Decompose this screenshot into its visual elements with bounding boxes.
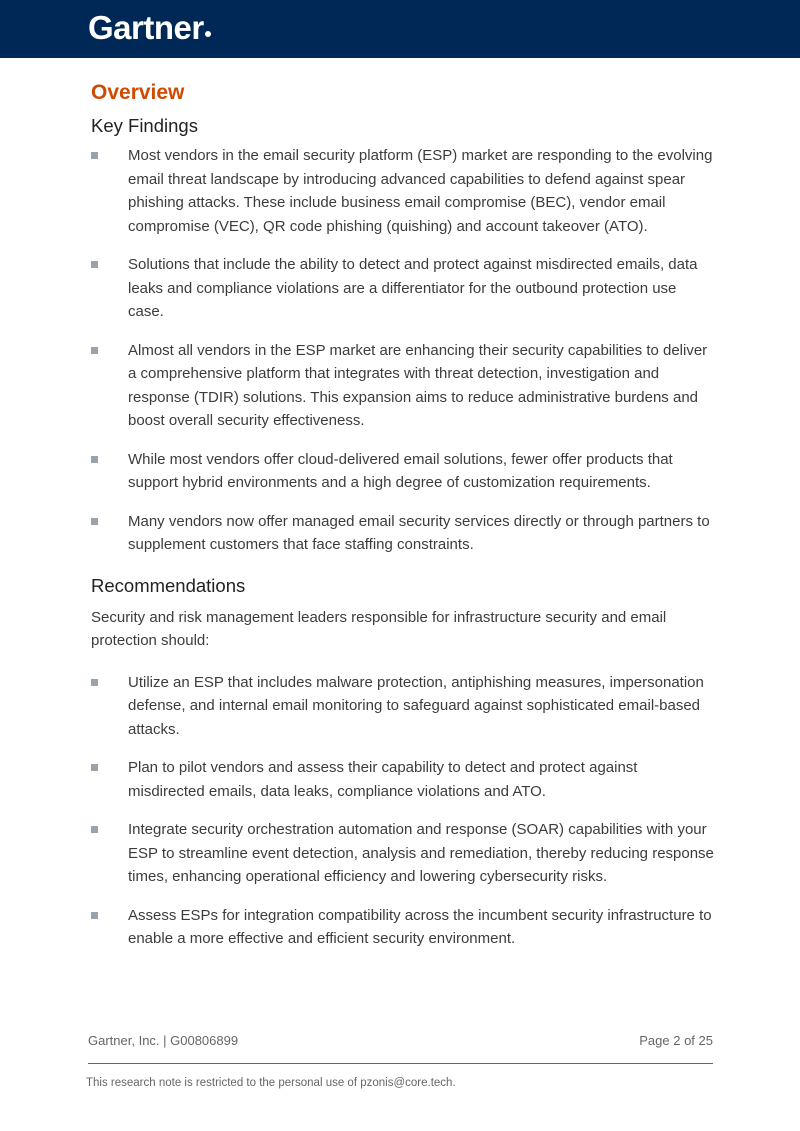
overview-title: Overview <box>91 81 185 104</box>
square-bullet-icon <box>91 347 98 354</box>
list-item <box>91 510 716 557</box>
list-item <box>91 253 716 324</box>
recommendations-intro: Security and risk management leaders responsible for infrastructure security and email protection should: <box>91 608 667 649</box>
footer-page-number: Page 2 of 25 <box>639 1033 713 1048</box>
recommendation-text: Utilize an ESP that includes malware protection, antiphishing measures, impersonation defense, and internal email monitoring to safeguard against sophisticated email-based attacks. <box>128 673 704 738</box>
square-bullet-icon <box>91 518 98 525</box>
recommendation-text: Plan to pilot vendors and assess their capability to detect and protect against misdirected emails, data leaks, compliance violations and ATO. <box>128 759 638 800</box>
square-bullet-icon <box>91 912 98 919</box>
square-bullet-icon <box>91 826 98 833</box>
finding-text: Most vendors in the email security platform (ESP) market are responding to the evolving email threat landscape by introducing advanced capabilities to defend against spear phishing attacks. These include business email compromise (BEC), vendor email compromise (VEC), QR code phishing (quishing) and account takeover (ATO). <box>128 147 713 235</box>
list-item <box>91 756 716 803</box>
list-item <box>91 339 716 433</box>
logo-text: Gartner <box>88 9 204 46</box>
square-bullet-icon <box>91 764 98 771</box>
square-bullet-icon <box>91 456 98 463</box>
square-bullet-icon <box>91 679 98 686</box>
gartner-logo <box>88 9 211 47</box>
finding-text: While most vendors offer cloud-delivered email solutions, fewer offer products that support hybrid environments and a high degree of customization requirements. <box>128 450 673 491</box>
list-item <box>91 144 716 238</box>
recommendations-heading: Recommendations <box>91 574 246 596</box>
list-item <box>91 448 716 495</box>
recommendation-text: Integrate security orchestration automation and response (SOAR) capabilities with your ESP to streamline event detection, analysis and remediation, thereby reducing response times, enhancing operational efficiency and lowering cybersecurity risks. <box>128 821 714 885</box>
square-bullet-icon <box>91 152 98 159</box>
recommendations-list <box>91 671 716 951</box>
key-findings-list <box>91 144 716 557</box>
list-item <box>91 818 716 889</box>
logo-dot-icon <box>205 31 211 37</box>
square-bullet-icon <box>91 261 98 268</box>
list-item <box>91 671 716 742</box>
finding-text: Almost all vendors in the ESP market are enhancing their security capabilities to deliver a comprehensive platform that integrates with threat detection, investigation and response (TDIR) solutions. This expansion aims to reduce administrative burdens and boost overall security effectiveness. <box>128 341 708 429</box>
finding-text: Many vendors now offer managed email security services directly or through partners to supplement customers that face staffing constraints. <box>128 512 710 553</box>
recommendation-text: Assess ESPs for integration compatibility across the incumbent security infrastructure to enable a more effective and efficient security environment. <box>128 906 712 947</box>
list-item <box>91 904 716 951</box>
finding-text: Solutions that include the ability to detect and protect against misdirected emails, data leaks and compliance violations are a differentiator for the outbound protection use case. <box>128 256 698 320</box>
footer-doc-id: Gartner, Inc. | G00806899 <box>88 1033 239 1048</box>
main-content <box>91 78 716 966</box>
header-bar <box>0 0 800 58</box>
key-findings-heading: Key Findings <box>91 115 198 136</box>
footer-divider <box>88 1063 713 1064</box>
restriction-notice: This research note is restricted to the personal use of pzonis@core.tech. <box>86 1077 456 1089</box>
